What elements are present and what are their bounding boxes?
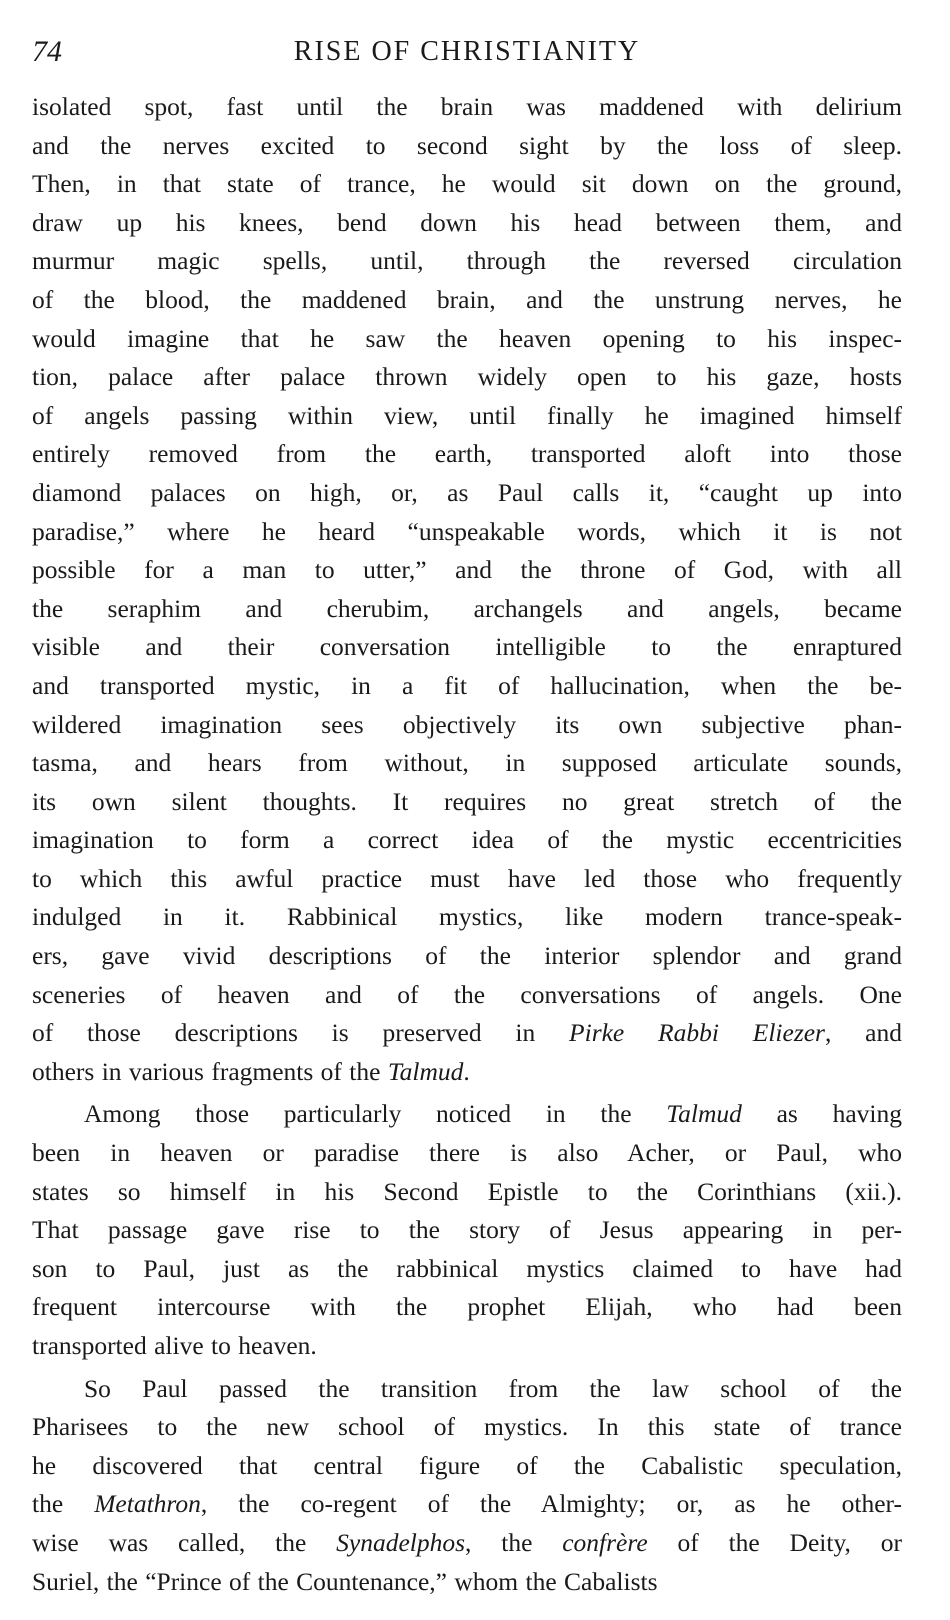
text-segment: So Paul passed the transition from the law school of the [84, 1373, 902, 1403]
text-line [32, 320, 902, 359]
paragraph [32, 1370, 902, 1602]
text-segment: tion, palace after palace thrown widely open to his gaze, hosts [32, 362, 902, 392]
text-segment: and transported mystic, in a fit of hallucination, when the be- [32, 670, 902, 700]
text-line [32, 937, 902, 976]
text-segment: , the [465, 1527, 563, 1557]
text-segment: and the nerves excited to second sight by the loss of sleep. [32, 130, 902, 160]
page-header [32, 30, 902, 74]
text-line [32, 976, 902, 1015]
text-line [32, 513, 902, 552]
text-line [32, 1250, 902, 1289]
text-segment: murmur magic spells, until, through the reversed circulation [32, 246, 902, 276]
text-segment: indulged in it. Rabbinical mystics, like modern trance-speak- [32, 902, 902, 932]
text-segment: frequent intercourse with the prophet Elijah, who had been [32, 1292, 902, 1322]
text-line [32, 860, 902, 899]
text-segment: imagination to form a correct idea of the mystic eccentricities [32, 825, 902, 855]
text-segment: Suriel, the “Prince of the Countenance,” whom the Cabalists [32, 1566, 658, 1596]
italic-title: Pirke Rabbi Eliezer [569, 1018, 825, 1048]
text-segment: of the Deity, or [647, 1527, 902, 1557]
text-segment: wise was called, the [32, 1527, 337, 1557]
text-segment: . [463, 1056, 470, 1086]
text-line [32, 358, 902, 397]
text-segment: to which this awful practice must have led those who frequently [32, 863, 902, 893]
text-line [32, 898, 902, 937]
text-segment: the seraphim and cherubim, archangels and angels, became [32, 593, 902, 623]
text-segment: would imagine that he saw the heaven opening to his inspec- [32, 323, 902, 353]
page-number: 74 [32, 35, 62, 68]
text-line [32, 1053, 902, 1092]
text-segment: states so himself in his Second Epistle to the Corinthians (xii.). [32, 1176, 902, 1206]
text-line [32, 281, 902, 320]
text-segment: , and [824, 1018, 902, 1048]
text-segment: paradise,” where he heard “unspeakable words, which it is not [32, 516, 902, 546]
italic-title: confrère [562, 1527, 648, 1557]
text-line [32, 1095, 902, 1134]
text-line [32, 88, 902, 127]
text-line [32, 821, 902, 860]
text-line [32, 628, 902, 667]
text-segment: Pharisees to the new school of mystics. In this state of trance [32, 1412, 902, 1442]
text-line [32, 1173, 902, 1212]
text-segment: he discovered that central figure of the Cabalistic speculation, [32, 1450, 902, 1480]
text-line [32, 1563, 902, 1602]
paragraph [32, 88, 902, 1091]
text-line [32, 590, 902, 629]
text-line [32, 165, 902, 204]
text-line [32, 1485, 902, 1524]
text-segment: diamond palaces on high, or, as Paul calls it, “caught up into [32, 477, 902, 507]
text-segment: of the blood, the maddened brain, and the unstrung nerves, he [32, 284, 902, 314]
text-line [32, 1288, 902, 1327]
text-line [32, 474, 902, 513]
text-segment: the [32, 1489, 95, 1519]
text-line [32, 1014, 902, 1053]
text-line [32, 127, 902, 166]
text-line [32, 397, 902, 436]
text-line [32, 667, 902, 706]
text-segment: ers, gave vivid descriptions of the interior splendor and grand [32, 941, 902, 971]
text-segment: entirely removed from the earth, transported aloft into those [32, 439, 902, 469]
text-segment: as having [741, 1099, 902, 1129]
text-segment: isolated spot, fast until the brain was maddened with delirium [32, 92, 902, 121]
text-line [32, 1408, 902, 1447]
italic-title: Synadelphos [336, 1527, 466, 1557]
text-line [32, 1447, 902, 1486]
text-line [32, 1370, 902, 1409]
text-line [32, 435, 902, 474]
text-segment: of those descriptions is preserved in [32, 1018, 570, 1048]
text-line [32, 1211, 902, 1250]
text-line [32, 1327, 902, 1366]
text-segment: of angels passing within view, until finally he imagined himself [32, 400, 902, 430]
text-line [32, 744, 902, 783]
text-line [32, 242, 902, 281]
text-segment: tasma, and hears from without, in supposed articulate sounds, [32, 748, 902, 778]
text-segment: its own silent thoughts. It requires no great stretch of the [32, 786, 902, 816]
text-line [32, 551, 902, 590]
italic-title: Talmud [666, 1099, 742, 1129]
paragraph [32, 1095, 902, 1365]
text-segment: son to Paul, just as the rabbinical mystics claimed to have had [32, 1253, 902, 1283]
italic-title: Metathron [94, 1489, 201, 1519]
running-title: RISE OF CHRISTIANITY [293, 36, 641, 67]
text-segment: been in heaven or paradise there is also Acher, or Paul, who [32, 1138, 902, 1168]
text-segment: Then, in that state of trance, he would sit down on the ground, [32, 169, 902, 199]
text-segment: Among those particularly noticed in the [84, 1099, 667, 1129]
text-segment: That passage gave rise to the story of Jesus appearing in per- [32, 1215, 902, 1245]
text-line [32, 783, 902, 822]
text-segment: transported alive to heaven. [32, 1331, 317, 1360]
text-line [32, 204, 902, 243]
text-segment: others in various fragments of the [32, 1056, 388, 1086]
text-line [32, 1134, 902, 1173]
text-segment: possible for a man to utter,” and the throne of God, with all [32, 555, 902, 585]
text-line [32, 1524, 902, 1563]
italic-title: Talmud [387, 1056, 464, 1086]
body-text [32, 88, 902, 1601]
text-line [32, 706, 902, 745]
text-segment: draw up his knees, bend down his head between them, and [32, 207, 902, 237]
text-segment: sceneries of heaven and of the conversations of angels. One [32, 979, 902, 1009]
text-segment: visible and their conversation intelligible to the enraptured [32, 632, 902, 662]
text-segment: wildered imagination sees objectively its own subjective phan- [32, 709, 902, 739]
text-segment: , the co-regent of the Almighty; or, as he other- [200, 1489, 902, 1519]
